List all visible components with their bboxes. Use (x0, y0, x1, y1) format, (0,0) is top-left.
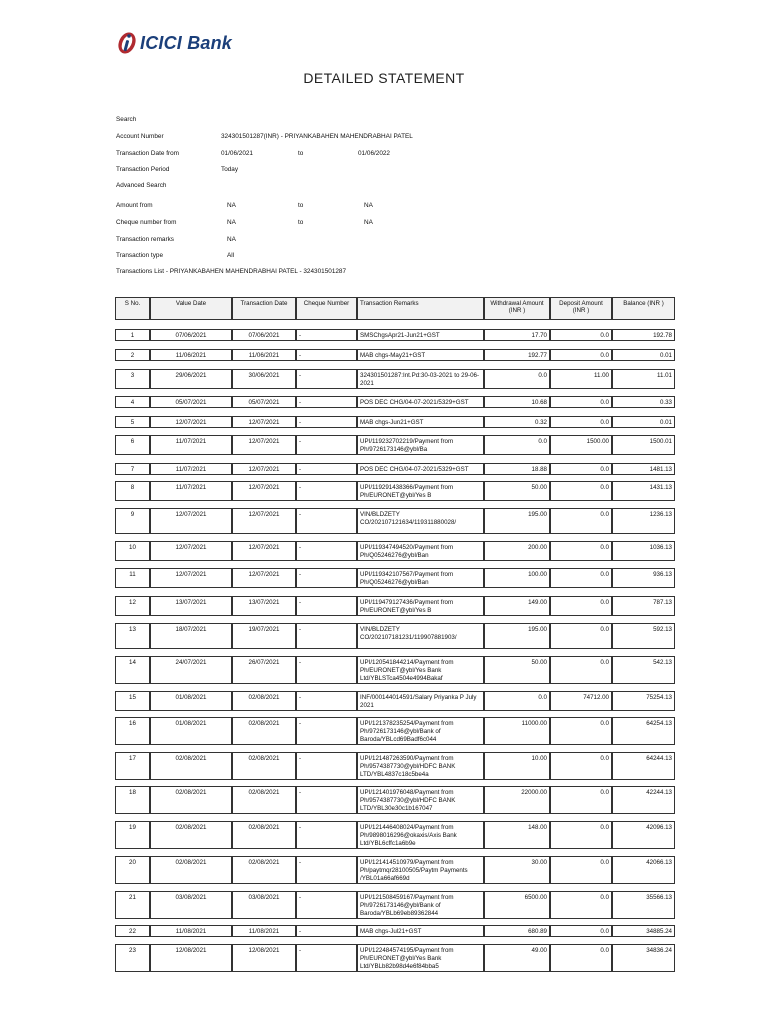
cell-deposit: 0.0 (550, 568, 612, 588)
cell-value-date: 11/07/2021 (150, 481, 232, 501)
cell-cheque-number: - (296, 416, 357, 428)
cell-deposit: 0.0 (550, 786, 612, 814)
cell-remarks: UPI/121378235254/Payment from Ph/9726173146@ybl/Bank of Baroda/YBLcd69Badf6c044 (357, 717, 484, 745)
amount-to-value: NA (364, 202, 373, 209)
cell-remarks: VIN/BLDZETY CO/202107181231/119907881903/ (357, 623, 484, 649)
col-value-date: Value Date (150, 297, 232, 320)
cell-sno: 1 (115, 329, 150, 341)
cell-deposit: 0.0 (550, 329, 612, 341)
cell-cheque-number: - (296, 435, 357, 455)
col-withdrawal: Withdrawal Amount (INR ) (484, 297, 550, 320)
cell-balance: 1500.01 (612, 435, 675, 455)
table-row (115, 596, 675, 616)
cell-value-date: 01/08/2021 (150, 691, 232, 711)
cell-deposit: 0.0 (550, 717, 612, 745)
cell-withdrawal: 30.00 (484, 856, 550, 884)
cell-transaction-date: 02/08/2021 (232, 786, 296, 814)
cell-value-date: 12/07/2021 (150, 541, 232, 561)
cell-withdrawal: 10.00 (484, 752, 550, 780)
table-row (115, 435, 675, 455)
cell-sno: 7 (115, 463, 150, 475)
cell-transaction-date: 30/06/2021 (232, 369, 296, 389)
cell-balance: 787.13 (612, 596, 675, 616)
cell-transaction-date: 02/08/2021 (232, 856, 296, 884)
cell-remarks: UPI/122484574195/Payment from Ph/EURONET@ybl/Yes Bank Ltd/YBLb82b98d4e6f84bba5 (357, 944, 484, 972)
cell-sno: 10 (115, 541, 150, 561)
cell-value-date: 12/08/2021 (150, 944, 232, 972)
cell-balance: 936.13 (612, 568, 675, 588)
cell-value-date: 18/07/2021 (150, 623, 232, 649)
cell-withdrawal: 195.00 (484, 623, 550, 649)
cell-balance: 542.13 (612, 656, 675, 684)
cell-cheque-number: - (296, 821, 357, 849)
cell-sno: 12 (115, 596, 150, 616)
cell-cheque-number: - (296, 396, 357, 408)
cell-cheque-number: - (296, 623, 357, 649)
cell-withdrawal: 22000.00 (484, 786, 550, 814)
page-title: DETAILED STATEMENT (303, 70, 465, 86)
cell-transaction-date: 02/08/2021 (232, 717, 296, 745)
cell-remarks: UPI/119342107567/Payment from Ph/Q05246276@ybl/Ban (357, 568, 484, 588)
col-cheque-number: Cheque Number (296, 297, 357, 320)
table-row (115, 329, 675, 341)
cell-sno: 22 (115, 925, 150, 937)
period-label: Transaction Period (116, 166, 170, 173)
cell-sno: 13 (115, 623, 150, 649)
table-row (115, 396, 675, 408)
cell-deposit: 0.0 (550, 396, 612, 408)
period-value: Today (221, 166, 239, 173)
type-value: All (227, 252, 235, 259)
cell-value-date: 02/08/2021 (150, 856, 232, 884)
cell-value-date: 12/07/2021 (150, 568, 232, 588)
table-row (115, 856, 675, 884)
table-row (115, 925, 675, 937)
cell-transaction-date: 02/08/2021 (232, 752, 296, 780)
cell-value-date: 29/06/2021 (150, 369, 232, 389)
cell-transaction-date: 12/08/2021 (232, 944, 296, 972)
cell-deposit: 0.0 (550, 596, 612, 616)
cell-balance: 0.01 (612, 416, 675, 428)
cell-transaction-date: 11/08/2021 (232, 925, 296, 937)
cell-cheque-number: - (296, 656, 357, 684)
cell-transaction-date: 12/07/2021 (232, 481, 296, 501)
brand-name: ICICI Bank (140, 32, 233, 53)
cell-sno: 8 (115, 481, 150, 501)
cell-deposit: 0.0 (550, 349, 612, 361)
cell-remarks: UPI/119291438366/Payment from Ph/EURONET@ybl/Yes B (357, 481, 484, 501)
cell-transaction-date: 12/07/2021 (232, 463, 296, 475)
cell-transaction-date: 02/08/2021 (232, 691, 296, 711)
cell-withdrawal: 0.0 (484, 691, 550, 711)
table-row (115, 349, 675, 361)
cell-sno: 15 (115, 691, 150, 711)
cell-cheque-number: - (296, 786, 357, 814)
table-row (115, 891, 675, 919)
cell-balance: 1481.13 (612, 463, 675, 475)
cell-remarks: UPI/119479127436/Payment from Ph/EURONET@ybl/Yes B (357, 596, 484, 616)
cell-cheque-number: - (296, 463, 357, 475)
cheque-to-value: NA (364, 219, 373, 226)
cell-transaction-date: 05/07/2021 (232, 396, 296, 408)
cell-transaction-date: 12/07/2021 (232, 416, 296, 428)
cell-sno: 5 (115, 416, 150, 428)
cell-cheque-number: - (296, 856, 357, 884)
cell-remarks: UPI/119232702219/Payment from Ph/9726173146@ybl/Ba (357, 435, 484, 455)
table-row (115, 656, 675, 684)
cell-transaction-date: 19/07/2021 (232, 623, 296, 649)
cell-deposit: 0.0 (550, 508, 612, 534)
cell-sno: 11 (115, 568, 150, 588)
cell-value-date: 11/08/2021 (150, 925, 232, 937)
cell-deposit: 0.0 (550, 656, 612, 684)
cell-transaction-date: 12/07/2021 (232, 568, 296, 588)
icici-logo-icon (116, 31, 138, 55)
cell-deposit: 0.0 (550, 856, 612, 884)
cell-value-date: 02/08/2021 (150, 821, 232, 849)
account-value: 324301501287(INR) - PRIYANKABAHEN MAHENDRABHAI PATEL (221, 133, 413, 140)
cell-balance: 592.13 (612, 623, 675, 649)
cell-deposit: 0.0 (550, 463, 612, 475)
cell-value-date: 02/08/2021 (150, 786, 232, 814)
cell-cheque-number: - (296, 691, 357, 711)
cell-deposit: 0.0 (550, 623, 612, 649)
account-label: Account Number (116, 133, 164, 140)
remarks-value: NA (227, 236, 236, 243)
cell-balance: 1036.13 (612, 541, 675, 561)
cell-remarks: UPI/119347494520/Payment from Ph/Q05246276@ybl/Ban (357, 541, 484, 561)
cell-remarks: MAB chgs-Jul21+GST (357, 925, 484, 937)
cell-value-date: 11/07/2021 (150, 435, 232, 455)
table-header-row (115, 297, 675, 320)
cell-balance: 42066.13 (612, 856, 675, 884)
cell-balance: 42096.13 (612, 821, 675, 849)
cell-deposit: 74712.00 (550, 691, 612, 711)
cell-remarks: POS DEC CHG/04-07-2021/5329+GST (357, 396, 484, 408)
cell-balance: 35566.13 (612, 891, 675, 919)
table-row (115, 416, 675, 428)
cell-cheque-number: - (296, 481, 357, 501)
date-from-label: Transaction Date from (116, 150, 179, 157)
cell-transaction-date: 26/07/2021 (232, 656, 296, 684)
cell-withdrawal: 10.68 (484, 396, 550, 408)
cell-remarks: POS DEC CHG/04-07-2021/5329+GST (357, 463, 484, 475)
table-row (115, 541, 675, 561)
cell-balance: 64244.13 (612, 752, 675, 780)
col-remarks: Transaction Remarks (357, 297, 484, 320)
col-deposit: Deposit Amount (INR ) (550, 297, 612, 320)
cell-transaction-date: 13/07/2021 (232, 596, 296, 616)
cell-withdrawal: 148.00 (484, 821, 550, 849)
cell-sno: 23 (115, 944, 150, 972)
cell-balance: 192.78 (612, 329, 675, 341)
cell-sno: 14 (115, 656, 150, 684)
cell-remarks: INF/000144014591/Salary Priyanka P July 2021 (357, 691, 484, 711)
cell-balance: 1431.13 (612, 481, 675, 501)
cell-balance: 0.01 (612, 349, 675, 361)
cell-balance: 75254.13 (612, 691, 675, 711)
cell-cheque-number: - (296, 541, 357, 561)
cell-withdrawal: 149.00 (484, 596, 550, 616)
cell-balance: 34836.24 (612, 944, 675, 972)
cell-transaction-date: 12/07/2021 (232, 435, 296, 455)
bank-logo (116, 30, 232, 56)
date-to-label: to (298, 150, 304, 157)
cell-balance: 42244.13 (612, 786, 675, 814)
table-row (115, 752, 675, 780)
date-from-value: 01/06/2021 (221, 150, 253, 157)
cell-value-date: 12/07/2021 (150, 416, 232, 428)
cell-transaction-date: 07/06/2021 (232, 329, 296, 341)
cell-sno: 9 (115, 508, 150, 534)
col-transaction-date: Transaction Date (232, 297, 296, 320)
cell-value-date: 13/07/2021 (150, 596, 232, 616)
cell-withdrawal: 0.32 (484, 416, 550, 428)
cell-sno: 20 (115, 856, 150, 884)
cell-withdrawal: 192.77 (484, 349, 550, 361)
cell-sno: 17 (115, 752, 150, 780)
cell-value-date: 11/07/2021 (150, 463, 232, 475)
cell-value-date: 07/06/2021 (150, 329, 232, 341)
cheque-label: Cheque number from (116, 219, 177, 226)
table-row (115, 944, 675, 972)
cell-withdrawal: 49.00 (484, 944, 550, 972)
cell-withdrawal: 50.00 (484, 656, 550, 684)
cell-sno: 6 (115, 435, 150, 455)
cell-sno: 21 (115, 891, 150, 919)
cell-withdrawal: 100.00 (484, 568, 550, 588)
amount-to-label: to (298, 202, 304, 209)
cell-sno: 2 (115, 349, 150, 361)
type-label: Transaction type (116, 252, 164, 259)
cell-value-date: 24/07/2021 (150, 656, 232, 684)
cell-remarks: UPI/121487263590/Payment from Ph/9574387730@ybl/HDFC BANK LTD/YBL4837c18c5be4a (357, 752, 484, 780)
cell-cheque-number: - (296, 891, 357, 919)
cell-withdrawal: 0.0 (484, 369, 550, 389)
cell-withdrawal: 17.70 (484, 329, 550, 341)
remarks-label: Transaction remarks (116, 236, 175, 243)
cell-cheque-number: - (296, 329, 357, 341)
amount-from-value: NA (227, 202, 236, 209)
cell-remarks: VIN/BLDZETY CO/202107121634/119311880028/ (357, 508, 484, 534)
cell-transaction-date: 03/08/2021 (232, 891, 296, 919)
cell-balance: 11.01 (612, 369, 675, 389)
cell-remarks: SMSChgsApr21-Jun21+GST (357, 329, 484, 341)
cell-remarks: UPI/121401976048/Payment from Ph/9574387730@ybl/HDFC BANK LTD/YBL30e30c1b167047 (357, 786, 484, 814)
cell-value-date: 02/08/2021 (150, 752, 232, 780)
table-row (115, 786, 675, 814)
cell-sno: 16 (115, 717, 150, 745)
cell-deposit: 1500.00 (550, 435, 612, 455)
cell-cheque-number: - (296, 596, 357, 616)
col-sno: S No. (115, 297, 150, 320)
table-row (115, 508, 675, 534)
cell-value-date: 01/08/2021 (150, 717, 232, 745)
cell-withdrawal: 11000.00 (484, 717, 550, 745)
cell-sno: 4 (115, 396, 150, 408)
cell-withdrawal: 200.00 (484, 541, 550, 561)
date-to-value: 01/06/2022 (358, 150, 390, 157)
cell-cheque-number: - (296, 944, 357, 972)
cell-remarks: UPI/121446408024/Payment from Ph/9898016296@okaxis/Axis Bank Ltd/YBL6cffc1a6b9e (357, 821, 484, 849)
cell-transaction-date: 02/08/2021 (232, 821, 296, 849)
cheque-from-value: NA (227, 219, 236, 226)
cell-deposit: 11.00 (550, 369, 612, 389)
cell-balance: 34885.24 (612, 925, 675, 937)
cell-deposit: 0.0 (550, 416, 612, 428)
table-row (115, 481, 675, 501)
cell-deposit: 0.0 (550, 481, 612, 501)
table-row (115, 717, 675, 745)
cell-cheque-number: - (296, 369, 357, 389)
cell-transaction-date: 12/07/2021 (232, 541, 296, 561)
cell-deposit: 0.0 (550, 891, 612, 919)
cell-balance: 1236.13 (612, 508, 675, 534)
cell-cheque-number: - (296, 752, 357, 780)
cell-withdrawal: 6500.00 (484, 891, 550, 919)
table-row (115, 463, 675, 475)
cell-value-date: 05/07/2021 (150, 396, 232, 408)
cell-cheque-number: - (296, 349, 357, 361)
cell-sno: 3 (115, 369, 150, 389)
cell-value-date: 03/08/2021 (150, 891, 232, 919)
cell-balance: 0.33 (612, 396, 675, 408)
col-balance: Balance (INR ) (612, 297, 675, 320)
table-row (115, 369, 675, 389)
cell-deposit: 0.0 (550, 944, 612, 972)
cell-cheque-number: - (296, 508, 357, 534)
amount-from-label: Amount from (116, 202, 153, 209)
table-row (115, 568, 675, 588)
cell-remarks: UPI/121414510979/Payment from Ph/paytmqr28100505/Paytm Payments /YBL01a66af669d (357, 856, 484, 884)
cell-remarks: MAB chgs-Jun21+GST (357, 416, 484, 428)
table-row (115, 821, 675, 849)
cell-cheque-number: - (296, 925, 357, 937)
cell-deposit: 0.0 (550, 541, 612, 561)
cell-remarks: MAB chgs-May21+GST (357, 349, 484, 361)
cell-withdrawal: 680.89 (484, 925, 550, 937)
cell-remarks: 324301501287:Int.Pd:30-03-2021 to 29-06-2021 (357, 369, 484, 389)
table-row (115, 691, 675, 711)
transactions-table (115, 297, 675, 972)
cell-deposit: 0.0 (550, 821, 612, 849)
cell-remarks: UPI/120541844214/Payment from Ph/EURONET@ybl/Yes Bank Ltd/YBLSTca4504e4994Bakaf (357, 656, 484, 684)
cell-value-date: 11/06/2021 (150, 349, 232, 361)
cell-withdrawal: 50.00 (484, 481, 550, 501)
cell-withdrawal: 195.00 (484, 508, 550, 534)
cell-deposit: 0.0 (550, 925, 612, 937)
cell-withdrawal: 0.0 (484, 435, 550, 455)
cell-sno: 19 (115, 821, 150, 849)
cell-sno: 18 (115, 786, 150, 814)
cell-deposit: 0.0 (550, 752, 612, 780)
table-row (115, 623, 675, 649)
cell-balance: 64254.13 (612, 717, 675, 745)
cell-withdrawal: 18.88 (484, 463, 550, 475)
cell-remarks: UPI/121508459167/Payment from Ph/9726173146@ybl/Bank of Baroda/YBLb69eb89362844 (357, 891, 484, 919)
cell-transaction-date: 11/06/2021 (232, 349, 296, 361)
cell-transaction-date: 12/07/2021 (232, 508, 296, 534)
cell-cheque-number: - (296, 717, 357, 745)
cheque-to-label: to (298, 219, 304, 226)
cell-cheque-number: - (296, 568, 357, 588)
cell-value-date: 12/07/2021 (150, 508, 232, 534)
